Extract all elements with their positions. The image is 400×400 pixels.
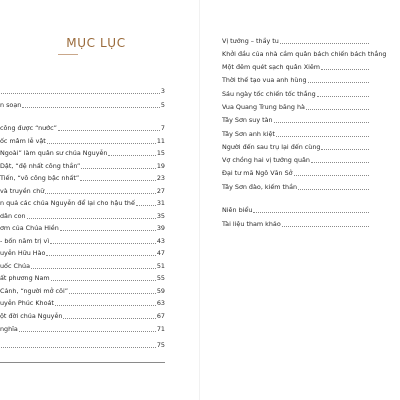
dot-leader: [22, 101, 160, 108]
dot-leader: [50, 237, 156, 244]
toc-page-number: 51: [156, 262, 165, 270]
dot-leader: [321, 63, 369, 70]
toc-entry-title: dân con: [0, 212, 26, 220]
toc-entry-title: uốc Chúa: [0, 262, 30, 270]
toc-entry-title: Một đêm quét sạch quân Xiêm: [222, 63, 321, 71]
dot-leader: [253, 206, 369, 213]
toc-page-number: 5: [160, 101, 165, 109]
dot-leader: [47, 137, 156, 144]
toc-entry[interactable]: [0, 147, 165, 157]
toc-page-number: 7: [160, 124, 165, 132]
toc-entry-title: Cảnh, “người mở cõi”: [0, 287, 69, 295]
toc-entry[interactable]: [222, 154, 370, 164]
title-underline: [58, 54, 78, 55]
toc-entry[interactable]: [0, 210, 165, 220]
toc-entry[interactable]: [222, 218, 370, 228]
toc-entry[interactable]: [0, 247, 165, 257]
toc-entry-title: và truyền chữ: [0, 187, 45, 195]
toc-entry-title: ất phương Nam: [0, 274, 50, 282]
toc-page-number: 23: [156, 174, 165, 182]
toc-entry[interactable]: [0, 160, 165, 170]
dot-leader: [276, 130, 369, 137]
toc-entry-title: n soạn: [0, 101, 22, 109]
toc-entry[interactable]: [0, 135, 165, 145]
dot-leader: [311, 156, 369, 163]
toc-entry[interactable]: [0, 99, 165, 109]
toc-entry[interactable]: [0, 85, 165, 95]
toc-entry-title: - bốn năm trị vì: [0, 237, 50, 245]
toc-entry[interactable]: [0, 172, 165, 182]
toc-entry[interactable]: [222, 114, 370, 124]
dot-leader: [51, 274, 156, 281]
toc-entry-title: Tây Sơn suy tàn: [222, 116, 273, 124]
dot-leader: [19, 325, 156, 332]
toc-entry[interactable]: [0, 285, 165, 295]
dot-leader: [282, 220, 369, 227]
toc-page-number: 63: [156, 299, 165, 307]
dot-leader: [46, 249, 155, 256]
toc-entry[interactable]: [222, 48, 387, 58]
toc-entry-title: Khởi đầu của nhà cầm quân bách chiến bách thắng: [222, 50, 387, 58]
toc-entry[interactable]: [0, 222, 165, 232]
dot-leader: [1, 87, 160, 94]
toc-page-number: 43: [156, 237, 165, 245]
page-title: MỤC LỤC: [66, 36, 126, 50]
dot-leader: [80, 174, 156, 181]
toc-entry-title: nghĩa: [0, 325, 18, 333]
toc-entry[interactable]: [0, 235, 165, 245]
dot-leader: [55, 299, 156, 306]
toc-entry[interactable]: [222, 61, 370, 71]
toc-entry-title: Vị tướng – thầy tu: [222, 37, 279, 45]
toc-entry[interactable]: [222, 141, 370, 151]
dot-leader: [31, 262, 156, 269]
toc-page-number: 11: [156, 137, 165, 145]
toc-entry-title: Ngoài” làm quân sư chúa Nguyễn: [0, 149, 108, 157]
toc-entry-title: uyễn Hữu Hào: [0, 249, 46, 257]
toc-page-number: 27: [156, 187, 165, 195]
toc-entry-title: Dật, “đệ nhất công thần”: [0, 162, 81, 170]
toc-entry[interactable]: [0, 197, 165, 207]
dot-leader: [58, 124, 160, 131]
toc-entry[interactable]: [0, 339, 165, 349]
toc-entry-title: Thời thế tạo vua anh hùng: [222, 76, 307, 84]
dot-leader: [108, 149, 155, 156]
dot-leader: [298, 183, 369, 190]
toc-entry[interactable]: [0, 310, 165, 320]
toc-page-number: 35: [156, 212, 165, 220]
dot-leader: [294, 169, 369, 176]
toc-entry-title: Người đến sau trụ lại đến cùng: [222, 143, 321, 151]
toc-page-number: 15: [156, 149, 165, 157]
toc-page-number: 59: [156, 287, 165, 295]
toc-entry-title: uyễn Phúc Khoát: [0, 299, 54, 307]
toc-page-number: 75: [156, 341, 165, 349]
toc-entry-title: Sáu ngày tốc chiến tốc thắng: [222, 90, 316, 98]
toc-entry[interactable]: [0, 272, 165, 282]
dot-leader: [136, 199, 156, 206]
toc-entry-title: n quả các chúa Nguyễn để lại cho hậu thế: [0, 199, 135, 207]
toc-page-number: 67: [156, 312, 165, 320]
toc-entry[interactable]: [0, 323, 165, 333]
dot-leader: [60, 224, 156, 231]
dot-leader: [63, 312, 155, 319]
dot-leader: [317, 90, 369, 97]
dot-leader: [69, 287, 156, 294]
dot-leader: [1, 341, 156, 348]
toc-entry-title: Vợ chồng hai vị tướng quân: [222, 156, 310, 164]
toc-entry-title: Tài liệu tham khảo: [222, 220, 281, 228]
toc-page-number: 31: [156, 199, 165, 207]
dot-leader: [45, 187, 156, 194]
toc-entry[interactable]: [222, 88, 370, 98]
toc-entry-title: ột đời chúa Nguyễn: [0, 312, 63, 320]
dot-leader: [306, 103, 369, 110]
toc-entry-title: Tây Sơn anh kiệt: [222, 130, 275, 138]
bottom-rule: [0, 362, 165, 363]
toc-page-number: 71: [156, 325, 165, 333]
toc-entry-title: Vua Quang Trung băng hà: [222, 103, 305, 111]
right-page: [200, 0, 400, 400]
toc-entry[interactable]: [222, 128, 370, 138]
toc-entry-title: Niên biểu: [222, 206, 253, 214]
toc-entry[interactable]: [222, 35, 370, 45]
toc-entry[interactable]: [222, 101, 370, 111]
toc-entry[interactable]: [0, 122, 165, 132]
toc-entry-title: ơm của Chúa Hiền: [0, 224, 59, 232]
toc-entry[interactable]: [222, 167, 370, 177]
toc-page-number: 55: [156, 274, 165, 282]
dot-leader: [308, 76, 369, 83]
toc-entry[interactable]: [222, 204, 370, 214]
toc-entry-title: Tây Sơn đào, kiếm thần: [222, 183, 298, 191]
dot-leader: [280, 37, 369, 44]
toc-entry[interactable]: [222, 74, 370, 84]
dot-leader: [27, 212, 156, 219]
toc-entry-title: công được “nước”: [0, 124, 57, 132]
toc-page-number: 3: [160, 87, 165, 95]
toc-entry[interactable]: [0, 297, 165, 307]
toc-page-number: 19: [156, 162, 165, 170]
toc-entry-title: Đại tư mã Ngô Văn Sở: [222, 169, 293, 177]
toc-page-number: 47: [156, 249, 165, 257]
toc-entry-title: ốc mâm lễ vật: [0, 137, 46, 145]
dot-leader: [81, 162, 156, 169]
dot-leader: [274, 116, 369, 123]
toc-entry[interactable]: [0, 260, 165, 270]
toc-page-number: 39: [156, 224, 165, 232]
toc-entry[interactable]: [222, 181, 370, 191]
toc-entry-title: Tiến, “vô công bậc nhất”: [0, 174, 80, 182]
toc-entry[interactable]: [0, 185, 165, 195]
dot-leader: [321, 143, 369, 150]
